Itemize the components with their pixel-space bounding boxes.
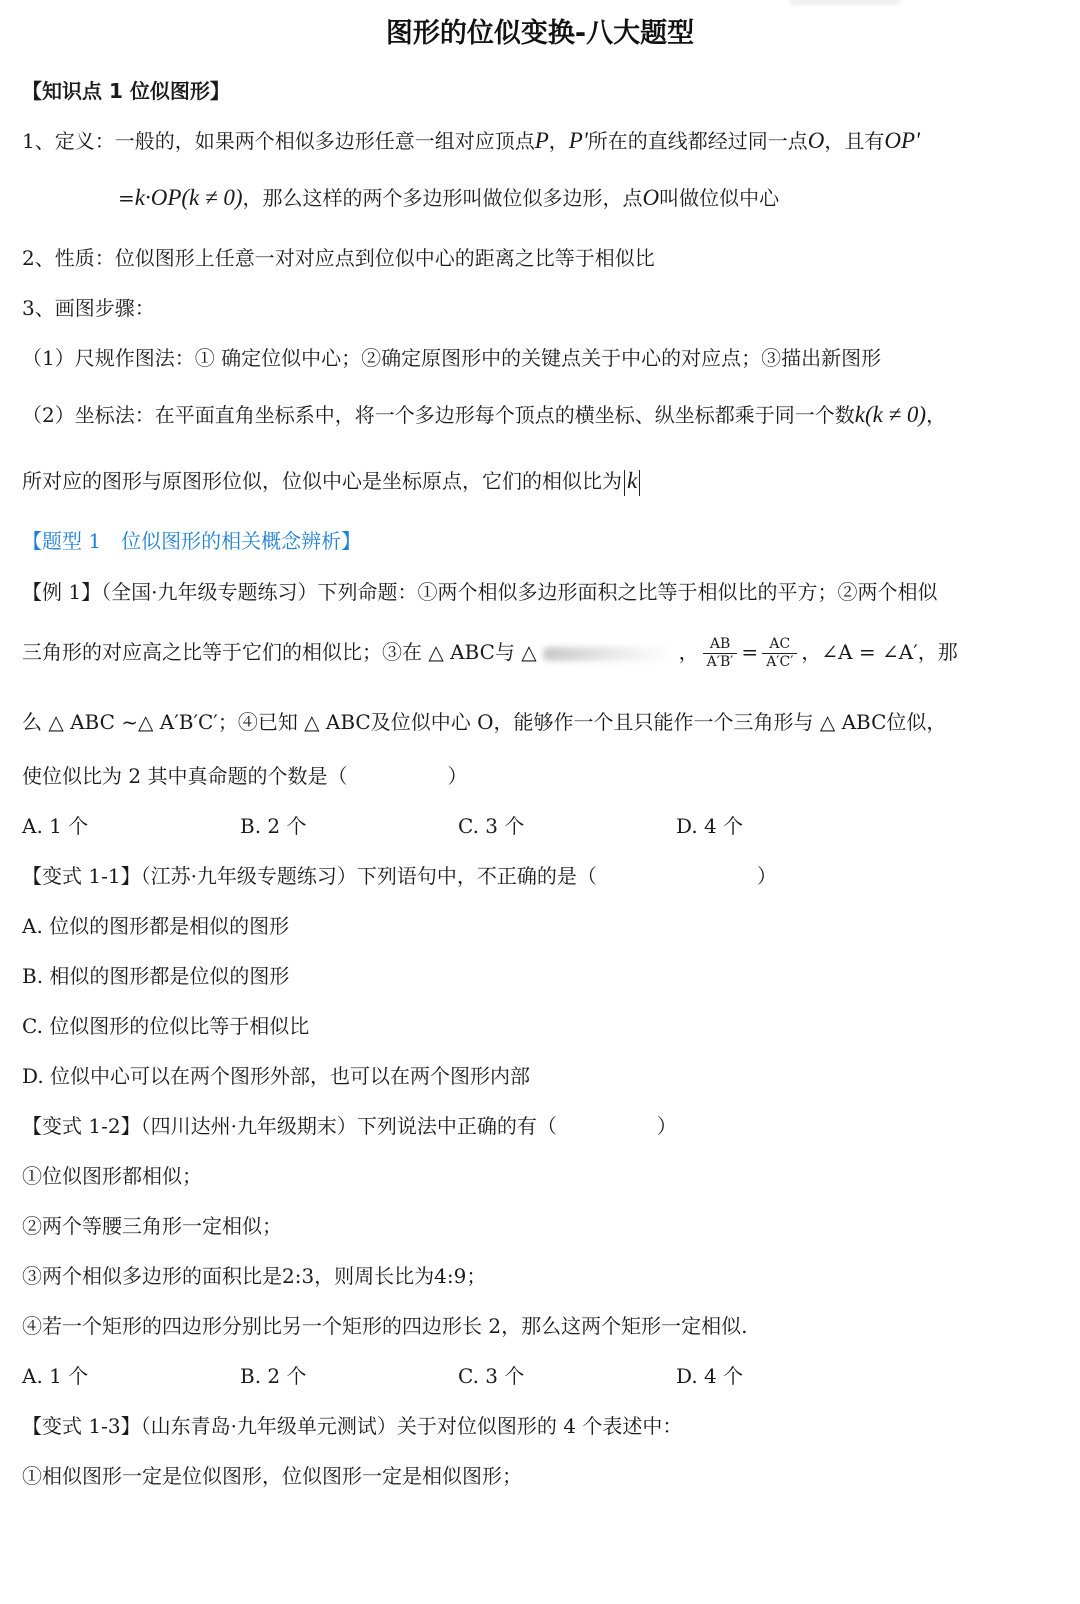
definition-line-1 [22,126,920,156]
fraction-ac [762,636,797,671]
variant-1-2-option-c: C. 3 个 [458,1364,525,1388]
step-2-line2-text: 所对应的图形与原图形位似，位似中心是坐标原点，它们的相似比为 [22,469,622,493]
step-2-comma: ， [926,403,947,427]
type-1-heading: 【题型 1 位似图形的相关概念辨析】 [22,529,362,553]
variant-1-2-statement-4: ④若一个矩形的四边形分别比另一个矩形的四边形长 2，那么这两个矩形一定相似. [22,1314,748,1338]
variant-1-1-option-b: B. 相似的图形都是位似的图形 [22,964,290,988]
variant-1-1-option-a: A. 位似的图形都是相似的图形 [22,914,290,938]
blurred-region [543,647,673,661]
variant-1-3-question: 【变式 1-3】（山东青岛·九年级单元测试）关于对位似图形的 4 个表述中： [22,1414,683,1438]
steps-heading: 3、画图步骤： [22,296,155,320]
example-1-option-d: D. 4 个 [676,814,744,838]
example-1-line-4: 使位似比为 2 其中真命题的个数是（ ） [22,764,468,788]
math-p: P [534,128,549,153]
equals-sign: = [118,186,135,210]
example-1-line2-a: 三角形的对应高之比等于它们的相似比；③在 △ ABC与 △ [22,640,537,664]
example-1-line-1: 【例 1】（全国·九年级专题练习）下列命题：①两个相似多边形面积之比等于相似比的平方；②两个相似 [22,580,938,604]
math-o-2: O [642,185,660,210]
fraction-equals: = [741,640,759,664]
comma: ， [548,129,569,153]
math-o: O [807,128,825,153]
knowledge-heading: 【知识点 1 位似图形】 [22,79,230,103]
example-1-option-c: C. 3 个 [458,814,525,838]
step-2-line-1 [22,400,946,430]
example-1-line2-b: ，∠A = ∠A′，那 [801,640,958,664]
step-1: （1）尺规作图法：① 确定位似中心；②确定原图形中的关键点关于中心的对应点；③描出新图形 [22,346,882,370]
variant-1-2-question: 【变式 1-2】（四川达州·九年级期末）下列说法中正确的有（ ） [22,1114,677,1138]
math-k-op: k·OP(k ≠ 0) [134,185,243,210]
math-k-nonzero: k(k ≠ 0) [854,402,927,427]
variant-1-2-statement-2: ②两个等腰三角形一定相似； [22,1214,282,1238]
fraction-denominator: A′B′ [706,654,734,670]
definition-line-2 [118,183,779,213]
variant-1-1-question: 【变式 1-1】（江苏·九年级专题练习）下列语句中，不正确的是（ ） [22,864,777,888]
math-abs-k: k [627,468,638,493]
example-1-line-3: 么 △ ABC ~△ A′B′C′；④已知 △ ABC及位似中心 O，能够作一个且只能作一个三角形与 △ ABC位似， [22,710,947,734]
example-1-line-2: 三角形的对应高之比等于它们的相似比；③在 △ ABC与 △ ， $\frac{AB}{A'B'}$ = $\frac{AC}{A'C'}$ ，∠A = ∠A′，那 [22,636,958,670]
variant-1-2-statement-3: ③两个相似多边形的面积比是2:3，则周长比为4:9； [22,1264,487,1288]
property-line: 2、性质：位似图形上任意一对对应点到位似中心的距离之比等于相似比 [22,246,655,270]
example-1-option-a: A. 1 个 [22,814,89,838]
variant-1-1-option-d: D. 位似中心可以在两个图形外部，也可以在两个图形内部 [22,1064,531,1088]
example-1-option-b: B. 2 个 [240,814,307,838]
page-title: 图形的位似变换-八大题型 [385,18,695,49]
step-2-text: （2）坐标法：在平面直角坐标系中，将一个多边形每个顶点的横坐标、纵坐标都乘于同一个数 [22,403,855,427]
scan-smudge [790,0,900,4]
definition-line2-mid: ，那么这样的两个多边形叫做位似多边形，点 [242,186,643,210]
variant-1-2-statement-1: ①位似图形都相似； [22,1164,202,1188]
definition-and: ，且有 [824,129,885,153]
variant-1-1-option-c: C. 位似图形的位似比等于相似比 [22,1014,310,1038]
abs-bar-right [639,470,640,496]
math-p-prime: P' [568,128,588,153]
variant-1-2-option-b: B. 2 个 [240,1364,307,1388]
math-op-prime: OP' [884,128,920,153]
step-2-line-2 [22,466,642,496]
variant-1-2-option-d: D. 4 个 [676,1364,744,1388]
definition-text: 1、定义：一般的，如果两个相似多边形任意一组对应顶点 [22,129,535,153]
fraction-ab [703,636,738,671]
fraction-numerator: AB [703,636,738,654]
fraction-denominator: A′C′ [766,654,794,670]
variant-1-3-statement-1: ①相似图形一定是位似图形，位似图形一定是相似图形； [22,1464,522,1488]
fraction-numerator: AC [762,636,797,654]
definition-line2-end: 叫做位似中心 [659,186,780,210]
abs-bar [624,470,625,496]
variant-1-2-option-a: A. 1 个 [22,1364,89,1388]
definition-mid: 所在的直线都经过同一点 [587,129,808,153]
